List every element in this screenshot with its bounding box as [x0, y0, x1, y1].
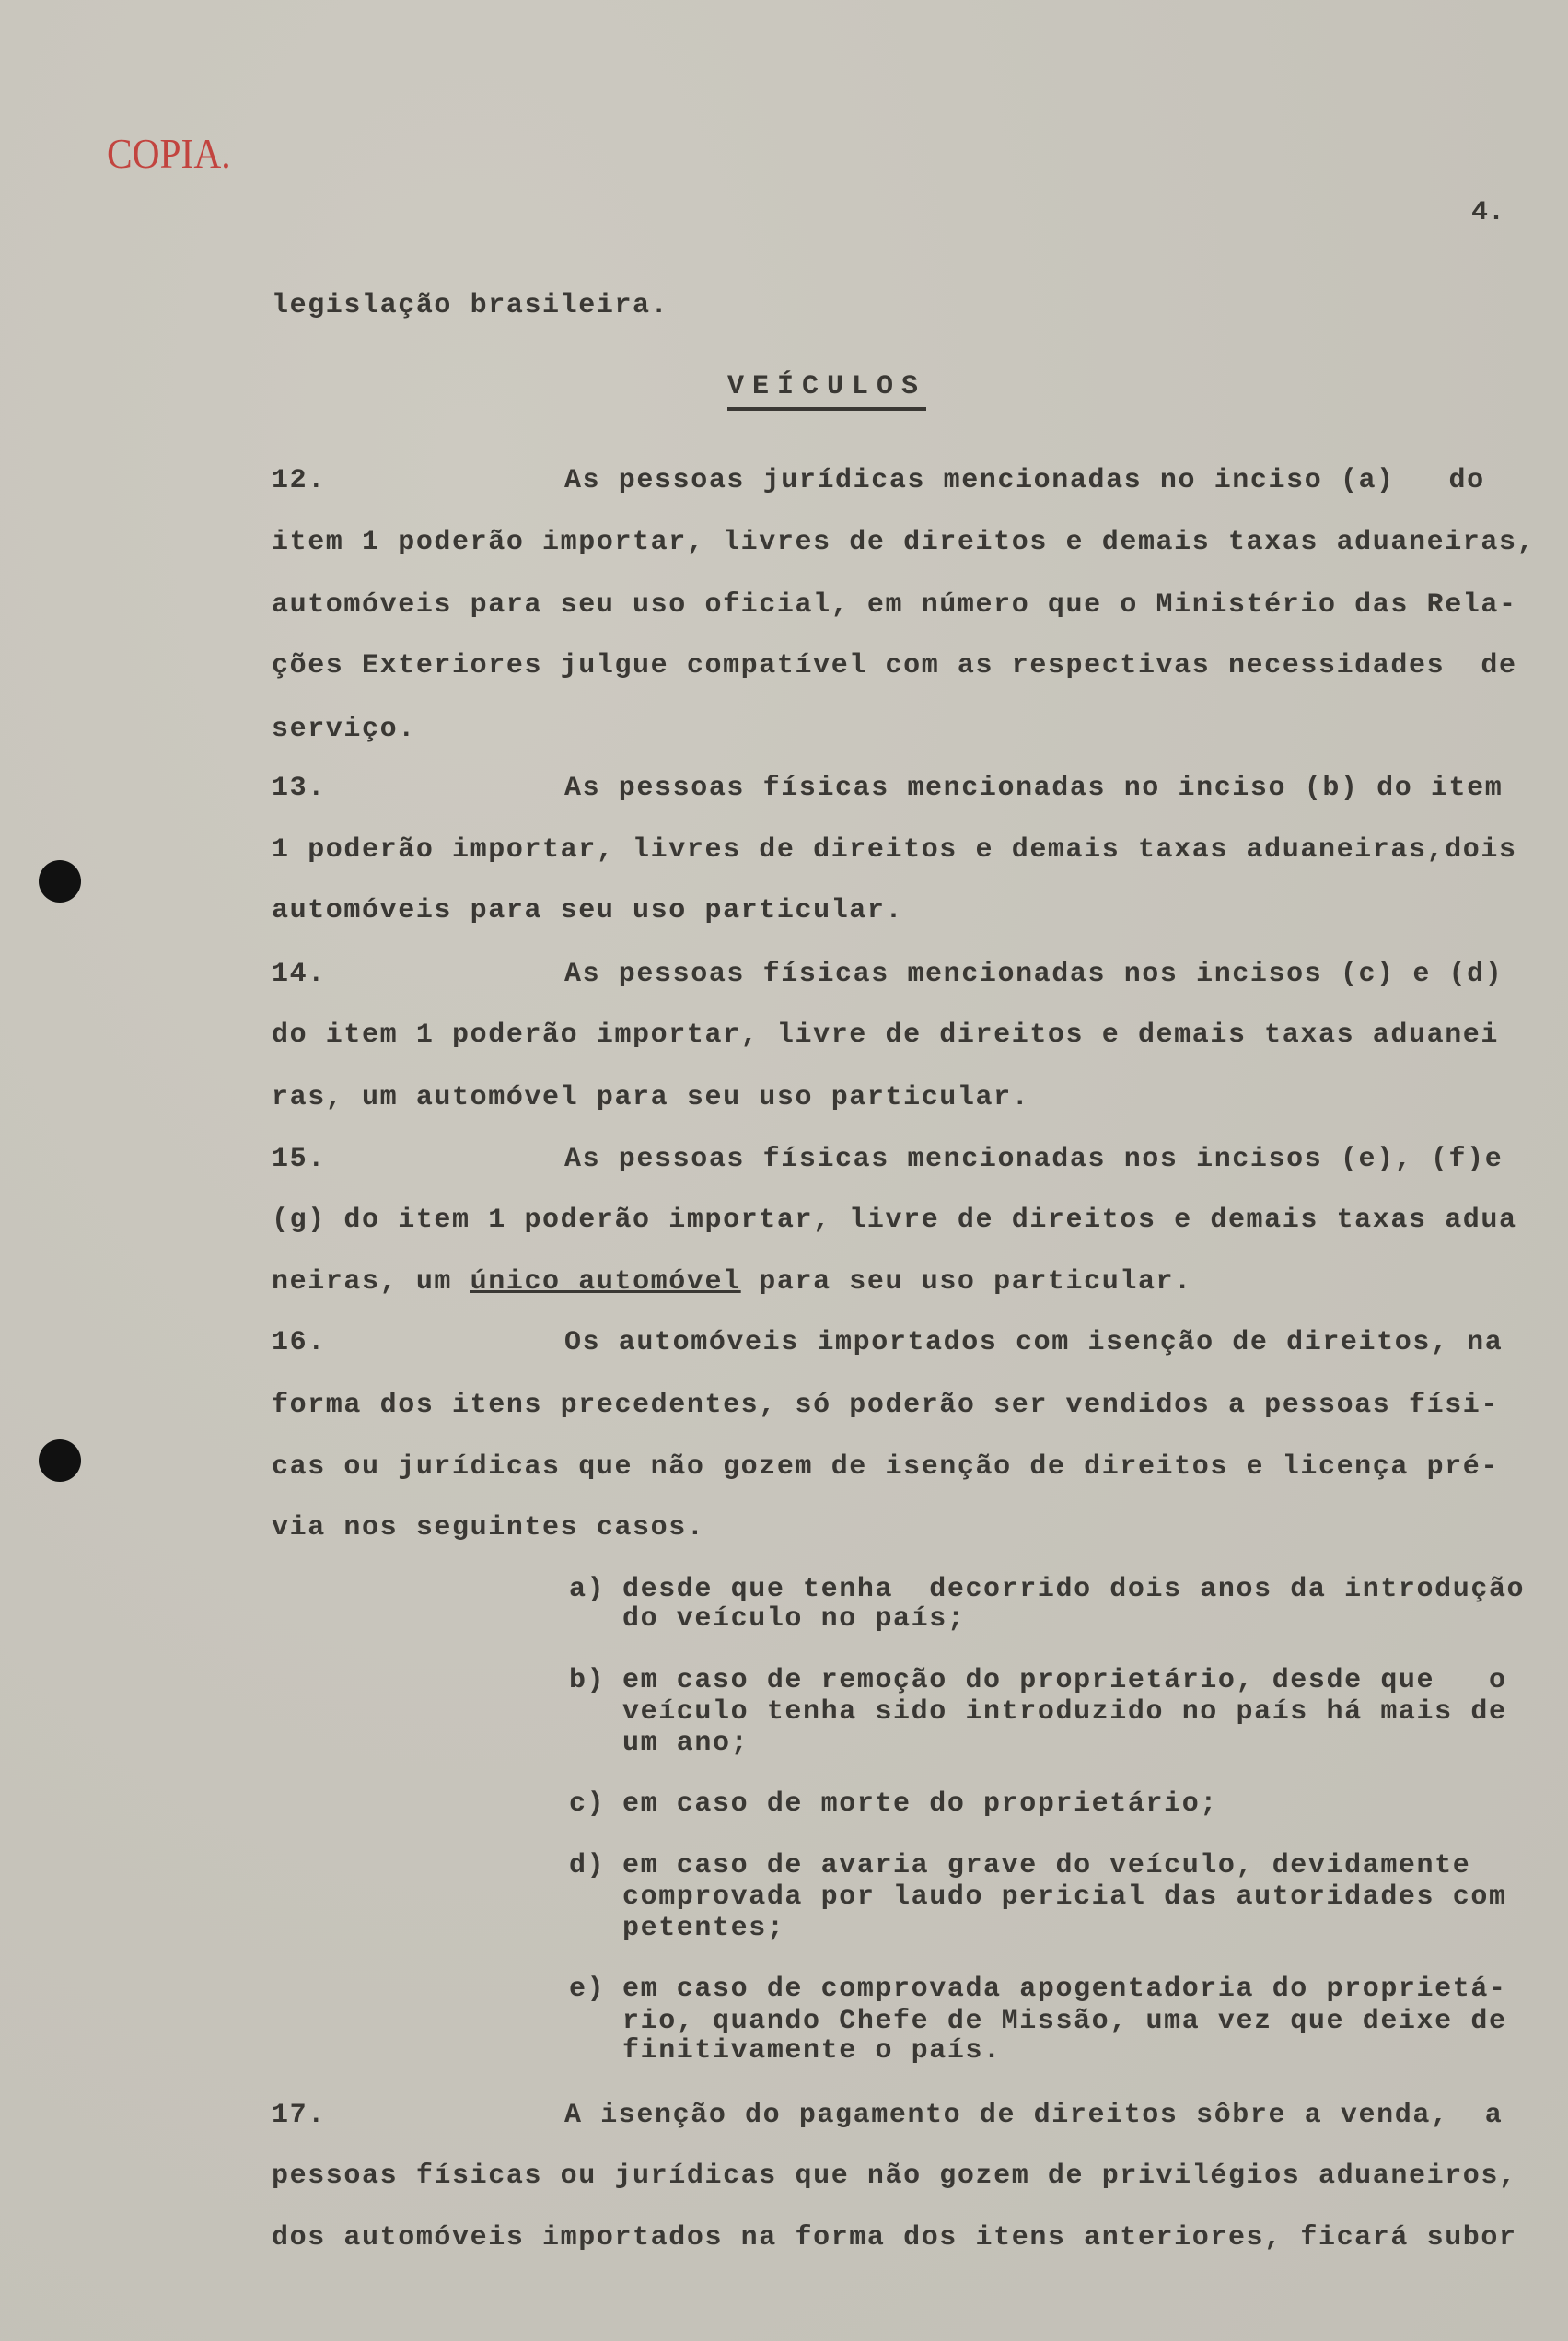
text-line: serviço. [272, 714, 416, 745]
text-line: As pessoas físicas mencionadas nos incisos (e), (f)e [564, 1144, 1504, 1175]
text-line: automóveis para seu uso oficial, em número que o Ministério das Rela- [272, 589, 1517, 621]
text-line [272, 1264, 1192, 1300]
subitem-line: em caso de remoção do proprietário, desde que o [622, 1665, 1507, 1696]
paragraph-number: 13. [272, 773, 326, 804]
subitem-label: a) [569, 1574, 606, 1605]
subitem-line: veículo tenha sido introduzido no país há mais de [622, 1696, 1507, 1728]
text-line: Os automóveis importados com isenção de direitos, na [564, 1327, 1504, 1358]
paragraph-number: 12. [272, 465, 326, 496]
text-line: do item 1 poderão importar, livre de direitos e demais taxas aduanei [272, 1019, 1499, 1051]
section-heading: VEÍCULOS [727, 368, 926, 411]
subitem-line: finitivamente o país. [622, 2035, 1002, 2067]
page-number: 4. [1471, 197, 1505, 228]
subitem-line: do veículo no país; [622, 1603, 966, 1635]
text-line: automóveis para seu uso particular. [272, 895, 904, 926]
subitem-label: c) [569, 1788, 606, 1820]
paragraph-number: 17. [272, 2100, 326, 2131]
underlined-text: único automóvel [470, 1266, 741, 1298]
text-segment: neiras, um [272, 1266, 470, 1298]
text-line: dos automóveis importados na forma dos itens anteriores, ficará subor [272, 2222, 1517, 2254]
subitem-line: petentes; [622, 1913, 785, 1944]
subitem-line: comprovada por laudo pericial das autoridades com [622, 1881, 1507, 1913]
text-line: item 1 poderão importar, livres de direitos e demais taxas aduaneiras, [272, 527, 1536, 558]
copy-stamp: COPIA. [107, 130, 231, 177]
paragraph-number: 15. [272, 1144, 326, 1175]
text-line: As pessoas físicas mencionadas nos incisos (c) e (d) [564, 959, 1504, 990]
subitem-line: em caso de avaria grave do veículo, devidamente [622, 1850, 1471, 1881]
text-line: As pessoas físicas mencionadas no inciso (b) do item [564, 773, 1504, 804]
text-line: forma dos itens precedentes, só poderão ser vendidos a pessoas físi- [272, 1390, 1499, 1421]
text-line: 1 poderão importar, livres de direitos e demais taxas aduaneiras,dois [272, 834, 1517, 866]
paragraph-number: 14. [272, 959, 326, 990]
subitem-line: um ano; [622, 1728, 749, 1759]
punch-hole [39, 1439, 81, 1482]
text-line: (g) do item 1 poderão importar, livre de direitos e demais taxas adua [272, 1205, 1517, 1236]
subitem-line: em caso de comprovada apogentadoria do proprietá- [622, 1974, 1507, 2005]
text-line: ras, um automóvel para seu uso particular. [272, 1082, 1030, 1113]
intro-line: legislação brasileira. [272, 290, 669, 321]
text-line: ções Exteriores julgue compatível com as respectivas necessidades de [272, 650, 1517, 681]
text-line: A isenção do pagamento de direitos sôbre a venda, a [564, 2100, 1504, 2131]
text-line: pessoas físicas ou jurídicas que não gozem de privilégios aduaneiros, [272, 2160, 1517, 2192]
subitem-label: b) [569, 1665, 606, 1696]
subitem-label: d) [569, 1850, 606, 1881]
text-line: cas ou jurídicas que não gozem de isenção de direitos e licença pré- [272, 1451, 1499, 1483]
subitem-line: desde que tenha decorrido dois anos da introdução [622, 1574, 1526, 1605]
paragraph-number: 16. [272, 1327, 326, 1358]
text-line: via nos seguintes casos. [272, 1512, 705, 1543]
text-segment: para seu uso particular. [740, 1266, 1192, 1298]
subitem-line: rio, quando Chefe de Missão, uma vez que deixe de [622, 2006, 1507, 2037]
subitem-line: em caso de morte do proprietário; [622, 1788, 1218, 1820]
subitem-label: e) [569, 1974, 606, 2005]
punch-hole [39, 860, 81, 903]
text-line: As pessoas jurídicas mencionadas no inciso (a) do [564, 465, 1485, 496]
